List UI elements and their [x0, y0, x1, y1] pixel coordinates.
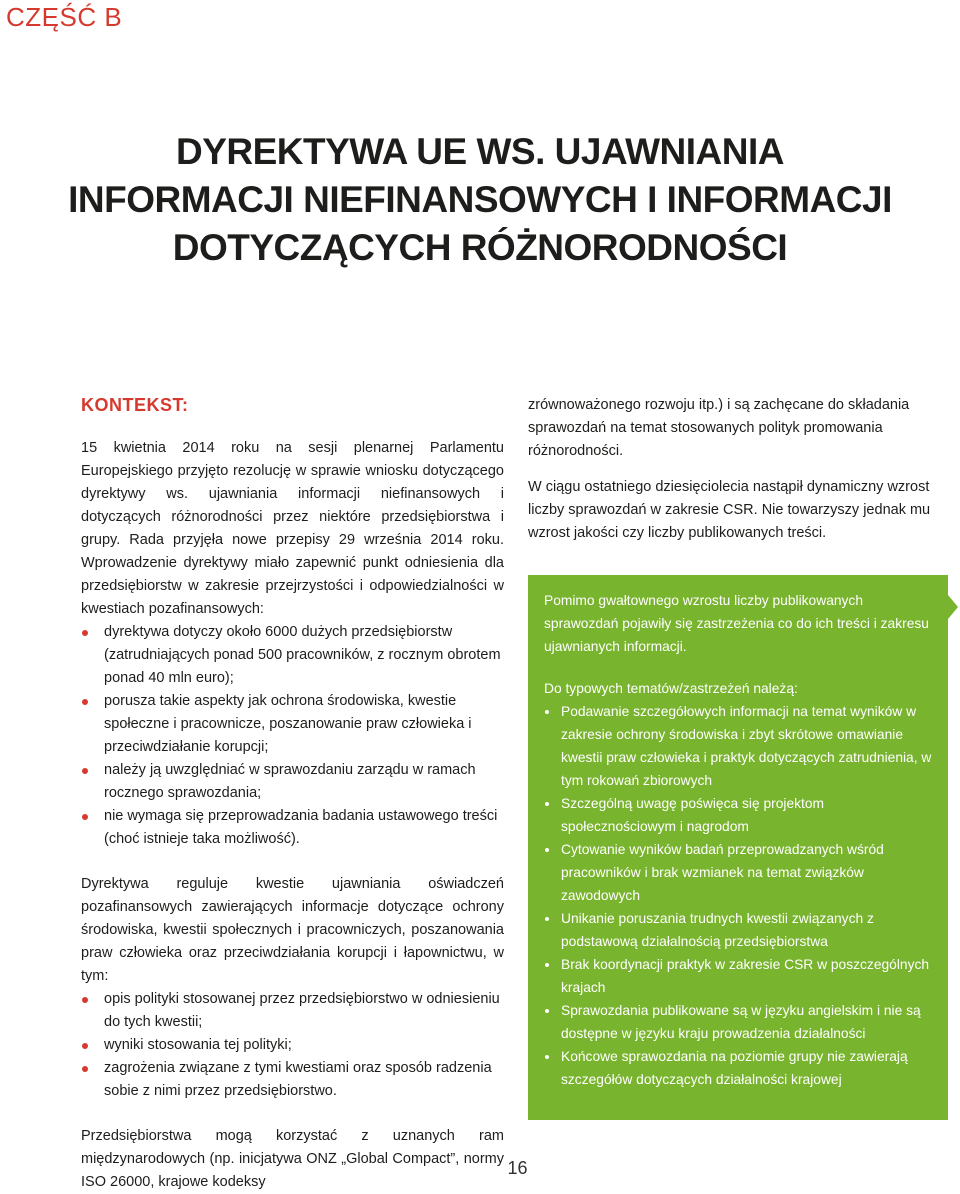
list-item — [544, 999, 934, 1045]
list-item-text: Szczególną uwagę poświęca się projektom społecznościowym i nagrodom — [561, 796, 825, 834]
list-item-text: Końcowe sprawozdania na poziomie grupy nie zawierają szczegółów dotyczących działalności krajowej — [561, 1049, 908, 1087]
bullet-icon — [82, 768, 88, 774]
bullet-icon — [82, 1066, 88, 1072]
title-line: DYREKTYWA UE WS. UJAWNIANIA — [176, 131, 784, 172]
list-item-text: porusza takie aspekty jak ochrona środowiska, kwestie społeczne i pracownicze, poszanowanie praw człowieka i przeciwdziałanie korupcji; — [104, 693, 472, 755]
list-item — [81, 805, 504, 851]
bullet-icon — [82, 699, 88, 705]
list-item — [81, 759, 504, 805]
reservations-box — [528, 575, 948, 1179]
bullet-icon — [82, 997, 88, 1003]
bullet-icon — [82, 814, 88, 820]
bullet-icon — [545, 802, 549, 806]
left-column — [81, 393, 504, 1194]
section-tag: CZĘŚĆ B — [6, 2, 123, 32]
list-item-text: Podawanie szczegółowych informacji na temat wyników w zakresie ochrony środowiska i zbyt skrótowe omawianie kwestii praw człowieka i praktyk dotyczących zatrudnienia, w tym rokowań zbiorowych — [561, 704, 932, 788]
list-item-text: Sprawozdania publikowane są w języku angielskim i nie są dostępne w języku kraju prowadzenia działalności — [561, 1003, 921, 1041]
box-intro: Pomimo gwałtownego wzrostu liczby publikowanych sprawozdań pojawiły się zastrzeżenia co do ich treści i zakresu ujawnianych informacji. — [544, 593, 929, 654]
list-item — [544, 838, 934, 907]
reservations-list — [544, 700, 934, 1091]
list-item-text: opis polityki stosowanej przez przedsiębiorstwo w odniesieniu do tych kwestii; — [104, 991, 500, 1030]
bullet-icon — [82, 630, 88, 636]
list-item — [81, 621, 504, 690]
right-column-text — [528, 394, 953, 545]
list-item-text: Brak koordynacji praktyk w zakresie CSR w poszczególnych krajach — [561, 957, 930, 995]
list-item — [544, 1045, 934, 1091]
frameworks-paragraph: Przedsiębiorstwa mogą korzystać z uznanych ram międzynarodowych (np. inicjatywa ONZ „Global Compact”, normy ISO 26000, krajowe kodeksy — [81, 1128, 504, 1190]
list-item-text: Unikanie poruszania trudnych kwestii związanych z podstawową działalnością przedsiębiorstwa — [561, 911, 874, 949]
title-line: DOTYCZĄCYCH RÓŻNORODNOŚCI — [172, 227, 788, 268]
bullet-icon — [545, 848, 549, 852]
bullet-icon — [545, 710, 549, 714]
list-item — [544, 792, 934, 838]
list-item-text: wyniki stosowania tej polityki; — [104, 1037, 292, 1053]
bullet-icon — [545, 963, 549, 967]
bullet-icon — [545, 1009, 549, 1013]
list-item — [81, 690, 504, 759]
intro-paragraph: 15 kwietnia 2014 roku na sesji plenarnej Parlamentu Europejskiego przyjęto rezolucję w sprawie wniosku dotyczącego dyrektywy ws. ujawniania informacji niefinansowych i dotyczących różnorodności przez niektóre przedsiębiorstwa i grupy. Rada przyjęła nowe przepisy 29 września 2014 roku. Wprowadzenie dyrektywy miało zapewnić punkt odniesienia dla przedsiębiorstw w zakresie przejrzystości i odpowiedzialności w kwestiach pozafinansowych: — [81, 440, 504, 617]
list-item — [544, 700, 934, 792]
disclosure-list — [81, 988, 504, 1103]
list-item-text: nie wymaga się przeprowadzania badania ustawowego treści (choć istnieje taka możliwość). — [104, 808, 498, 847]
bullet-icon — [82, 1043, 88, 1049]
csr-growth-paragraph: W ciągu ostatniego dziesięciolecia nastąpił dynamiczny wzrost liczby sprawozdań w zakresie CSR. Nie towarzyszy jednak mu wzrost jakości czy liczby publikowanych treści. — [528, 479, 931, 541]
context-heading: KONTEKST: — [81, 395, 189, 415]
list-item — [81, 988, 504, 1034]
directive-scope-list — [81, 621, 504, 851]
box-arrow-icon — [948, 595, 958, 619]
bullet-icon — [545, 1055, 549, 1059]
box-heading: Do typowych tematów/zastrzeżeń należą: — [544, 681, 798, 696]
disclosure-paragraph: Dyrektywa reguluje kwestie ujawniania oświadczeń pozafinansowych zawierających informacje dotyczące ochrony środowiska, kwestii społecznych i pracowniczych, poszanowania praw człowieka oraz przeciwdziałania korupcji i łapownictwu, w tym: — [81, 876, 504, 984]
list-item-text: Cytowanie wyników badań przeprowadzanych wśród pracowników i brak wzmianek na temat związków zawodowych — [561, 842, 884, 903]
list-item — [81, 1034, 504, 1057]
list-item-text: dyrektywa dotyczy około 6000 dużych przedsiębiorstw (zatrudniających ponad 500 pracowników, z rocznym obrotem ponad 40 mln euro); — [104, 624, 501, 686]
title-line: INFORMACJI NIEFINANSOWYCH I INFORMACJI — [68, 179, 892, 220]
page-title — [0, 128, 960, 272]
list-item — [81, 1057, 504, 1103]
continuation-paragraph: zrównoważonego rozwoju itp.) i są zachęcane do składania sprawozdań na temat stosowanych polityk promowania różnorodności. — [528, 397, 910, 459]
list-item — [544, 953, 934, 999]
list-item-text: należy ją uwzględniać w sprawozdaniu zarządu w ramach rocznego sprawozdania; — [104, 762, 476, 801]
list-item-text: zagrożenia związane z tymi kwestiami oraz sposób radzenia sobie z nimi przez przedsiębiorstwo. — [104, 1060, 492, 1099]
page-number: 16 — [507, 1158, 528, 1178]
list-item — [544, 907, 934, 953]
box-note: UWAGA: Na stronie Database.globalreporting.org znajduje się centralna baza zawierająca ponad 20 000 sprawozdań nadesłanych przez ponad 7000 organizacji — [544, 1118, 925, 1179]
bullet-icon — [545, 917, 549, 921]
